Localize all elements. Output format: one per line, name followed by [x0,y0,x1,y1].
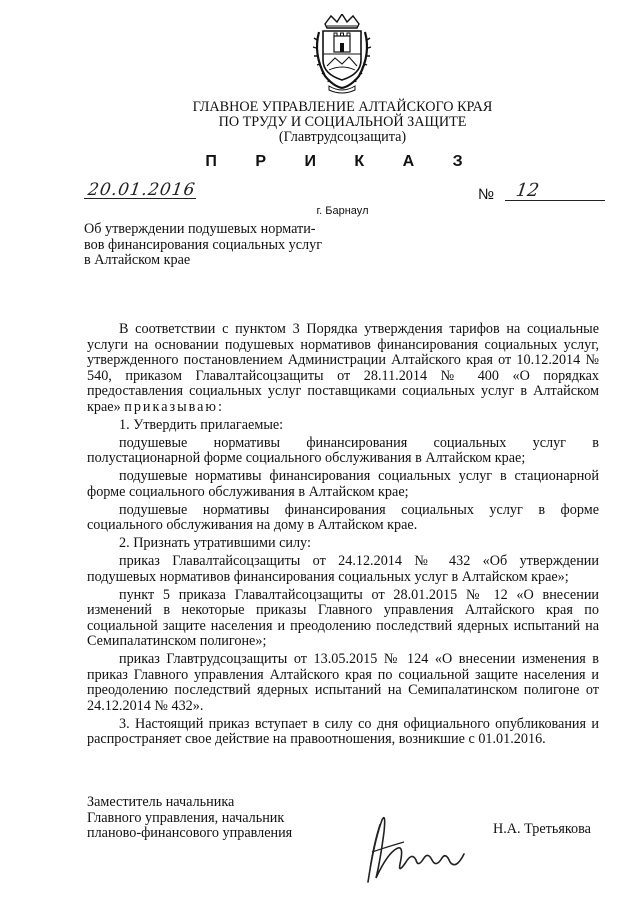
subject-line: в Алтайском крае [84,252,191,268]
item-2-b: пункт 5 приказа Главалтайсоцзащиты от 28.01.2015 № 12 «О внесении изменений в некоторые приказы Главного управления Алтайского края по социальной защите населения и преодолению последствий ядерных испытаний на Семипалатинском полигоне»; [87,586,599,649]
signatory-name: Н.А. Третьякова [493,821,591,837]
coat-of-arms-emblem [311,14,373,94]
number-label: № [478,186,495,203]
item-1-b: подушевые нормативы финансирования социальных услуг в стационарной форме социального обслуживания в Алтайском крае; [87,468,599,500]
position-line: Главного управления, начальник [87,809,285,826]
number-underline [505,200,605,201]
order-word: приказываю: [124,398,224,415]
position-line: планово-финансового управления [87,825,293,841]
item-1-a: подушевые нормативы финансирования социальных услуг в полустационарной форме социального обслуживания в Алтайском крае; [87,434,599,466]
subject-line: Об утверждении подушевых нормати- [84,221,316,237]
position-line: Заместитель начальника [87,794,235,810]
item-1-c: подушевые нормативы финансирования социальных услуг в форме социального обслуживания на дому в Алтайском крае. [87,501,599,533]
document-title: П Р И К А З [205,153,480,170]
preamble-paragraph [87,322,599,415]
item-2-c: приказ Главтрудсоцзащиты от 13.05.2015 № 124 «О внесении изменения в приказ Главного управления Алтайского края по социальной защите населения и преодолению последствий ядерных испытаний на Семипалатинском полигоне от 24.12.2014 № 432». [87,651,599,714]
document-date: 20.01.2016 [86,180,197,200]
document-body [87,322,599,750]
item-1-heading: 1. Утвердить прилагаемые: [119,416,284,433]
date-underline [84,198,196,199]
document-number: 12 [514,180,541,201]
org-name-line-2: ПО ТРУДУ И СОЦИАЛЬНОЙ ЗАЩИТЕ [218,114,467,130]
item-2-heading: 2. Признать утратившими силу: [119,535,311,551]
signatory-position [87,795,292,842]
document-subject [84,222,354,269]
item-3: 3. Настоящий приказ вступает в силу со дня официального опубликования и распространяет свое действие на правоотношения, возникшие с 01.01.2016. [87,715,599,747]
item-2-a: приказ Главалтайсоцзащиты от 24.12.2014 № 432 «Об утверждении подушевых нормативов финансирования социальных услуг в Алтайском крае»; [87,553,599,585]
subject-line: вов финансирования социальных услуг [84,236,323,253]
document-city: г. Барнаул [316,205,369,217]
preamble-text: В соответствии с пунктом 3 Порядка утверждения тарифов на социальные услуги на основании подушевых нормативов финансирования социальных услуг, утвержденного постановлением Администрации Алтайского края от 10.12.2014 № 540, приказом Главалтайсоцзащиты от 28.11.2014 № 400 «О порядках предоставления социальных услуг поставщиками социальных услуг в Алтайском крае» [87,321,599,415]
org-short-name: (Главтрудсоцзащита) [278,129,407,145]
org-name-line-1: ГЛАВНОЕ УПРАВЛЕНИЕ АЛТАЙСКОГО КРАЯ [192,99,493,115]
handwritten-signature [360,812,470,888]
